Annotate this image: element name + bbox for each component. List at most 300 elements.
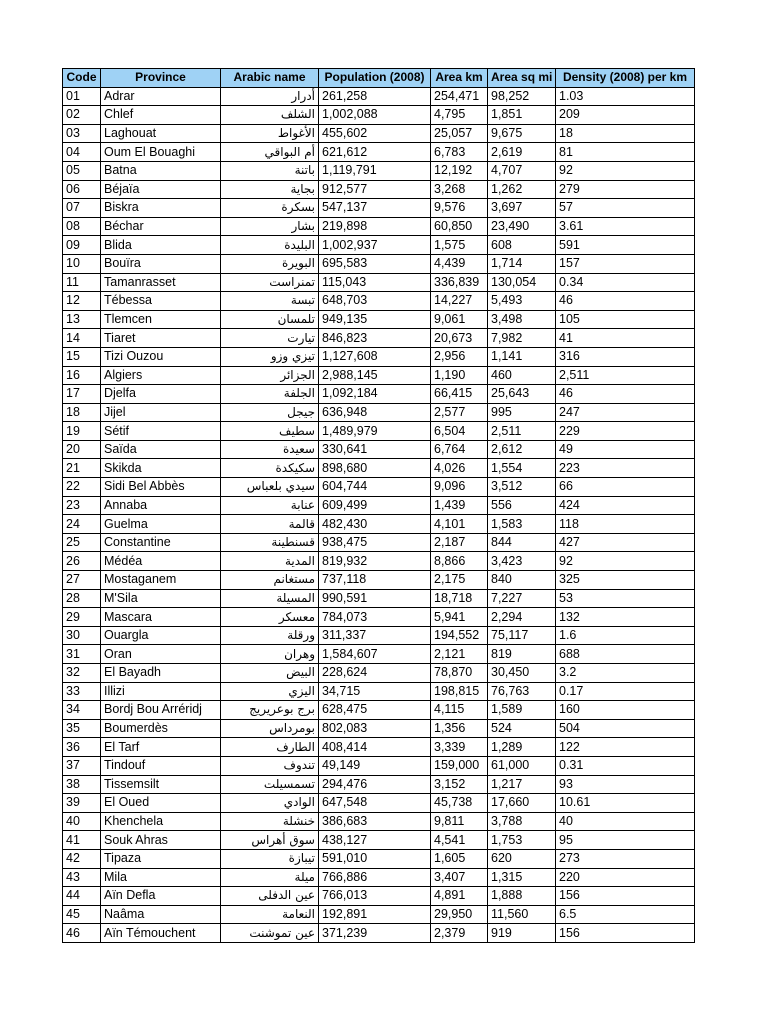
cell-population[interactable]: 115,043 [319,273,431,292]
cell-area-km[interactable]: 2,121 [431,645,488,664]
cell-code[interactable]: 09 [63,236,101,255]
cell-population[interactable]: 408,414 [319,738,431,757]
cell-population[interactable]: 438,127 [319,831,431,850]
cell-code[interactable]: 30 [63,626,101,645]
cell-arabic-name[interactable]: وهران [221,645,319,664]
cell-area-km[interactable]: 336,839 [431,273,488,292]
cell-arabic-name[interactable]: سعيدة [221,440,319,459]
cell-arabic-name[interactable]: عين تموشنت [221,924,319,943]
cell-density[interactable]: 427 [556,533,695,552]
cell-province[interactable]: Djelfa [101,385,221,404]
cell-code[interactable]: 43 [63,868,101,887]
cell-population[interactable]: 49,149 [319,756,431,775]
cell-province[interactable]: Khenchela [101,812,221,831]
cell-area-km[interactable]: 2,956 [431,347,488,366]
cell-population[interactable]: 371,239 [319,924,431,943]
cell-province[interactable]: Ouargla [101,626,221,645]
cell-population[interactable]: 737,118 [319,571,431,590]
cell-code[interactable]: 34 [63,701,101,720]
cell-arabic-name[interactable]: تبسة [221,292,319,311]
cell-code[interactable]: 46 [63,924,101,943]
cell-arabic-name[interactable]: سوق أهراس [221,831,319,850]
cell-area-km[interactable]: 1,575 [431,236,488,255]
cell-area-km[interactable]: 4,115 [431,701,488,720]
cell-area-sq-mi[interactable]: 1,554 [488,459,556,478]
cell-density[interactable]: 688 [556,645,695,664]
cell-arabic-name[interactable]: الشلف [221,106,319,125]
cell-area-sq-mi[interactable]: 1,262 [488,180,556,199]
cell-area-sq-mi[interactable]: 3,498 [488,310,556,329]
cell-area-km[interactable]: 1,190 [431,366,488,385]
cell-area-sq-mi[interactable]: 98,252 [488,87,556,106]
cell-arabic-name[interactable]: أدرار [221,87,319,106]
cell-code[interactable]: 06 [63,180,101,199]
cell-arabic-name[interactable]: بشار [221,217,319,236]
cell-population[interactable]: 802,083 [319,719,431,738]
cell-density[interactable]: 46 [556,292,695,311]
cell-code[interactable]: 20 [63,440,101,459]
cell-code[interactable]: 23 [63,496,101,515]
cell-area-sq-mi[interactable]: 9,675 [488,124,556,143]
cell-province[interactable]: Tindouf [101,756,221,775]
cell-population[interactable]: 1,489,979 [319,422,431,441]
cell-area-sq-mi[interactable]: 7,227 [488,589,556,608]
cell-area-km[interactable]: 66,415 [431,385,488,404]
cell-province[interactable]: Illizi [101,682,221,701]
cell-area-sq-mi[interactable]: 3,697 [488,199,556,218]
cell-area-sq-mi[interactable]: 620 [488,849,556,868]
cell-province[interactable]: Mila [101,868,221,887]
cell-density[interactable]: 273 [556,849,695,868]
cell-province[interactable]: Guelma [101,515,221,534]
cell-code[interactable]: 45 [63,905,101,924]
cell-population[interactable]: 1,002,937 [319,236,431,255]
cell-province[interactable]: Constantine [101,533,221,552]
cell-area-km[interactable]: 2,379 [431,924,488,943]
cell-arabic-name[interactable]: مستغانم [221,571,319,590]
cell-province[interactable]: Aïn Témouchent [101,924,221,943]
cell-density[interactable]: 223 [556,459,695,478]
cell-area-km[interactable]: 1,356 [431,719,488,738]
cell-area-sq-mi[interactable]: 1,141 [488,347,556,366]
cell-area-km[interactable]: 18,718 [431,589,488,608]
cell-population[interactable]: 1,127,608 [319,347,431,366]
cell-area-km[interactable]: 4,026 [431,459,488,478]
cell-density[interactable]: 6.5 [556,905,695,924]
cell-arabic-name[interactable]: تيبازة [221,849,319,868]
cell-code[interactable]: 13 [63,310,101,329]
cell-code[interactable]: 24 [63,515,101,534]
cell-arabic-name[interactable]: برج بوعريريج [221,701,319,720]
cell-arabic-name[interactable]: بجاية [221,180,319,199]
cell-area-km[interactable]: 20,673 [431,329,488,348]
cell-arabic-name[interactable]: الأغواط [221,124,319,143]
cell-population[interactable]: 219,898 [319,217,431,236]
cell-province[interactable]: Tipaza [101,849,221,868]
cell-code[interactable]: 39 [63,794,101,813]
cell-area-sq-mi[interactable]: 1,589 [488,701,556,720]
cell-province[interactable]: Blida [101,236,221,255]
cell-area-sq-mi[interactable]: 75,117 [488,626,556,645]
cell-density[interactable]: 93 [556,775,695,794]
cell-arabic-name[interactable]: تمنراست [221,273,319,292]
cell-area-km[interactable]: 1,605 [431,849,488,868]
cell-arabic-name[interactable]: الوادي [221,794,319,813]
cell-area-sq-mi[interactable]: 1,315 [488,868,556,887]
cell-density[interactable]: 209 [556,106,695,125]
cell-population[interactable]: 1,119,791 [319,161,431,180]
cell-population[interactable]: 766,886 [319,868,431,887]
cell-arabic-name[interactable]: سيدي بلعباس [221,478,319,497]
cell-density[interactable]: 57 [556,199,695,218]
cell-area-km[interactable]: 254,471 [431,87,488,106]
cell-area-km[interactable]: 6,504 [431,422,488,441]
cell-province[interactable]: Mostaganem [101,571,221,590]
cell-arabic-name[interactable]: بومرداس [221,719,319,738]
cell-province[interactable]: Tiaret [101,329,221,348]
cell-population[interactable]: 647,548 [319,794,431,813]
cell-province[interactable]: Algiers [101,366,221,385]
cell-population[interactable]: 695,583 [319,254,431,273]
cell-province[interactable]: Chlef [101,106,221,125]
cell-area-sq-mi[interactable]: 919 [488,924,556,943]
cell-province[interactable]: Tlemcen [101,310,221,329]
cell-arabic-name[interactable]: البليدة [221,236,319,255]
cell-arabic-name[interactable]: الطارف [221,738,319,757]
cell-code[interactable]: 11 [63,273,101,292]
cell-area-km[interactable]: 6,783 [431,143,488,162]
cell-code[interactable]: 28 [63,589,101,608]
cell-area-km[interactable]: 1,439 [431,496,488,515]
cell-area-sq-mi[interactable]: 460 [488,366,556,385]
cell-area-km[interactable]: 5,941 [431,608,488,627]
cell-density[interactable]: 66 [556,478,695,497]
cell-density[interactable]: 49 [556,440,695,459]
cell-density[interactable]: 53 [556,589,695,608]
cell-province[interactable]: Adrar [101,87,221,106]
cell-province[interactable]: Tébessa [101,292,221,311]
cell-code[interactable]: 25 [63,533,101,552]
cell-population[interactable]: 990,591 [319,589,431,608]
cell-density[interactable]: 18 [556,124,695,143]
cell-province[interactable]: Skikda [101,459,221,478]
cell-arabic-name[interactable]: عين الدفلى [221,887,319,906]
cell-population[interactable]: 938,475 [319,533,431,552]
cell-area-km[interactable]: 12,192 [431,161,488,180]
cell-arabic-name[interactable]: بسكرة [221,199,319,218]
cell-area-sq-mi[interactable]: 819 [488,645,556,664]
cell-arabic-name[interactable]: تندوف [221,756,319,775]
cell-code[interactable]: 44 [63,887,101,906]
cell-province[interactable]: Tissemsilt [101,775,221,794]
cell-area-sq-mi[interactable]: 1,217 [488,775,556,794]
cell-area-sq-mi[interactable]: 2,619 [488,143,556,162]
cell-arabic-name[interactable]: قسنطينة [221,533,319,552]
cell-population[interactable]: 547,137 [319,199,431,218]
cell-area-sq-mi[interactable]: 844 [488,533,556,552]
cell-arabic-name[interactable]: جيجل [221,403,319,422]
cell-province[interactable]: Oum El Bouaghi [101,143,221,162]
cell-province[interactable]: El Tarf [101,738,221,757]
cell-province[interactable]: Tizi Ouzou [101,347,221,366]
cell-density[interactable]: 46 [556,385,695,404]
cell-code[interactable]: 42 [63,849,101,868]
cell-code[interactable]: 07 [63,199,101,218]
cell-population[interactable]: 636,948 [319,403,431,422]
cell-province[interactable]: Naâma [101,905,221,924]
cell-area-km[interactable]: 25,057 [431,124,488,143]
cell-density[interactable]: 325 [556,571,695,590]
cell-code[interactable]: 03 [63,124,101,143]
cell-area-km[interactable]: 8,866 [431,552,488,571]
cell-density[interactable]: 95 [556,831,695,850]
cell-area-km[interactable]: 78,870 [431,664,488,683]
cell-arabic-name[interactable]: سكيكدة [221,459,319,478]
cell-area-sq-mi[interactable]: 1,851 [488,106,556,125]
cell-arabic-name[interactable]: خنشلة [221,812,319,831]
cell-population[interactable]: 912,577 [319,180,431,199]
cell-province[interactable]: Sétif [101,422,221,441]
cell-population[interactable]: 294,476 [319,775,431,794]
cell-density[interactable]: 220 [556,868,695,887]
cell-population[interactable]: 819,932 [319,552,431,571]
cell-arabic-name[interactable]: تيارت [221,329,319,348]
cell-density[interactable]: 1.6 [556,626,695,645]
cell-population[interactable]: 628,475 [319,701,431,720]
cell-code[interactable]: 33 [63,682,101,701]
cell-code[interactable]: 14 [63,329,101,348]
cell-area-sq-mi[interactable]: 1,888 [488,887,556,906]
cell-area-sq-mi[interactable]: 30,450 [488,664,556,683]
cell-province[interactable]: Oran [101,645,221,664]
cell-area-sq-mi[interactable]: 5,493 [488,292,556,311]
cell-area-sq-mi[interactable]: 3,423 [488,552,556,571]
cell-code[interactable]: 21 [63,459,101,478]
cell-area-sq-mi[interactable]: 7,982 [488,329,556,348]
cell-density[interactable]: 160 [556,701,695,720]
cell-density[interactable]: 316 [556,347,695,366]
cell-area-sq-mi[interactable]: 4,707 [488,161,556,180]
cell-area-km[interactable]: 60,850 [431,217,488,236]
cell-area-sq-mi[interactable]: 61,000 [488,756,556,775]
cell-area-km[interactable]: 4,891 [431,887,488,906]
cell-density[interactable]: 92 [556,552,695,571]
cell-area-sq-mi[interactable]: 23,490 [488,217,556,236]
cell-area-km[interactable]: 9,576 [431,199,488,218]
cell-province[interactable]: Souk Ahras [101,831,221,850]
cell-area-sq-mi[interactable]: 556 [488,496,556,515]
cell-arabic-name[interactable]: باتنة [221,161,319,180]
cell-density[interactable]: 3.2 [556,664,695,683]
cell-code[interactable]: 41 [63,831,101,850]
cell-area-sq-mi[interactable]: 1,289 [488,738,556,757]
cell-code[interactable]: 37 [63,756,101,775]
cell-code[interactable]: 15 [63,347,101,366]
cell-area-km[interactable]: 45,738 [431,794,488,813]
cell-density[interactable]: 10.61 [556,794,695,813]
cell-province[interactable]: Béchar [101,217,221,236]
cell-population[interactable]: 1,092,184 [319,385,431,404]
header-arabic-name[interactable]: Arabic name [221,69,319,88]
cell-code[interactable]: 01 [63,87,101,106]
cell-code[interactable]: 08 [63,217,101,236]
cell-code[interactable]: 29 [63,608,101,627]
cell-density[interactable]: 424 [556,496,695,515]
cell-population[interactable]: 1,584,607 [319,645,431,664]
header-area-sq-mi[interactable]: Area sq mi [488,69,556,88]
cell-province[interactable]: Tamanrasset [101,273,221,292]
cell-area-sq-mi[interactable]: 25,643 [488,385,556,404]
cell-province[interactable]: Aïn Defla [101,887,221,906]
cell-arabic-name[interactable]: ورقلة [221,626,319,645]
cell-area-km[interactable]: 2,577 [431,403,488,422]
cell-density[interactable]: 156 [556,887,695,906]
cell-arabic-name[interactable]: قالمة [221,515,319,534]
cell-population[interactable]: 455,602 [319,124,431,143]
cell-code[interactable]: 22 [63,478,101,497]
cell-density[interactable]: 279 [556,180,695,199]
cell-arabic-name[interactable]: المدية [221,552,319,571]
cell-province[interactable]: Mascara [101,608,221,627]
cell-code[interactable]: 19 [63,422,101,441]
cell-code[interactable]: 36 [63,738,101,757]
cell-population[interactable]: 311,337 [319,626,431,645]
cell-code[interactable]: 05 [63,161,101,180]
cell-province[interactable]: Batna [101,161,221,180]
cell-population[interactable]: 330,641 [319,440,431,459]
cell-province[interactable]: Annaba [101,496,221,515]
cell-province[interactable]: El Oued [101,794,221,813]
header-density[interactable]: Density (2008) per km [556,69,695,88]
cell-population[interactable]: 482,430 [319,515,431,534]
header-province[interactable]: Province [101,69,221,88]
cell-area-km[interactable]: 9,811 [431,812,488,831]
cell-area-sq-mi[interactable]: 2,612 [488,440,556,459]
cell-area-sq-mi[interactable]: 2,294 [488,608,556,627]
cell-population[interactable]: 846,823 [319,329,431,348]
cell-arabic-name[interactable]: تلمسان [221,310,319,329]
cell-code[interactable]: 17 [63,385,101,404]
cell-density[interactable]: 132 [556,608,695,627]
cell-arabic-name[interactable]: البويرة [221,254,319,273]
cell-density[interactable]: 0.17 [556,682,695,701]
cell-density[interactable]: 81 [556,143,695,162]
cell-arabic-name[interactable]: الجزائر [221,366,319,385]
cell-arabic-name[interactable]: البيض [221,664,319,683]
cell-density[interactable]: 40 [556,812,695,831]
cell-area-sq-mi[interactable]: 130,054 [488,273,556,292]
cell-arabic-name[interactable]: النعامة [221,905,319,924]
cell-density[interactable]: 229 [556,422,695,441]
cell-density[interactable]: 0.34 [556,273,695,292]
cell-area-km[interactable]: 9,061 [431,310,488,329]
cell-code[interactable]: 32 [63,664,101,683]
header-area-km[interactable]: Area km [431,69,488,88]
cell-area-km[interactable]: 14,227 [431,292,488,311]
cell-density[interactable]: 118 [556,515,695,534]
cell-population[interactable]: 2,988,145 [319,366,431,385]
cell-code[interactable]: 40 [63,812,101,831]
cell-code[interactable]: 18 [63,403,101,422]
cell-population[interactable]: 648,703 [319,292,431,311]
cell-province[interactable]: Saïda [101,440,221,459]
cell-density[interactable]: 122 [556,738,695,757]
cell-area-sq-mi[interactable]: 2,511 [488,422,556,441]
cell-arabic-name[interactable]: أم البواقي [221,143,319,162]
cell-population[interactable]: 261,258 [319,87,431,106]
cell-area-km[interactable]: 4,101 [431,515,488,534]
cell-province[interactable]: El Bayadh [101,664,221,683]
cell-density[interactable]: 247 [556,403,695,422]
cell-arabic-name[interactable]: تيزي وزو [221,347,319,366]
header-population[interactable]: Population (2008) [319,69,431,88]
cell-province[interactable]: M'Sila [101,589,221,608]
cell-code[interactable]: 27 [63,571,101,590]
cell-density[interactable]: 105 [556,310,695,329]
cell-population[interactable]: 609,499 [319,496,431,515]
cell-province[interactable]: Sidi Bel Abbès [101,478,221,497]
cell-population[interactable]: 228,624 [319,664,431,683]
cell-area-sq-mi[interactable]: 11,560 [488,905,556,924]
cell-area-km[interactable]: 29,950 [431,905,488,924]
cell-code[interactable]: 26 [63,552,101,571]
cell-arabic-name[interactable]: سطيف [221,422,319,441]
cell-code[interactable]: 10 [63,254,101,273]
cell-area-sq-mi[interactable]: 524 [488,719,556,738]
cell-population[interactable]: 1,002,088 [319,106,431,125]
cell-area-sq-mi[interactable]: 3,512 [488,478,556,497]
cell-code[interactable]: 12 [63,292,101,311]
cell-population[interactable]: 591,010 [319,849,431,868]
cell-population[interactable]: 192,891 [319,905,431,924]
cell-arabic-name[interactable]: عنابة [221,496,319,515]
cell-density[interactable]: 157 [556,254,695,273]
cell-density[interactable]: 591 [556,236,695,255]
cell-density[interactable]: 3.61 [556,217,695,236]
cell-arabic-name[interactable]: تسمسيلت [221,775,319,794]
cell-population[interactable]: 784,073 [319,608,431,627]
cell-area-km[interactable]: 3,152 [431,775,488,794]
cell-area-sq-mi[interactable]: 1,583 [488,515,556,534]
cell-code[interactable]: 35 [63,719,101,738]
cell-area-sq-mi[interactable]: 76,763 [488,682,556,701]
cell-population[interactable]: 898,680 [319,459,431,478]
cell-arabic-name[interactable]: الجلفة [221,385,319,404]
cell-area-sq-mi[interactable]: 3,788 [488,812,556,831]
cell-area-km[interactable]: 2,175 [431,571,488,590]
cell-arabic-name[interactable]: ميلة [221,868,319,887]
cell-area-km[interactable]: 194,552 [431,626,488,645]
cell-population[interactable]: 621,612 [319,143,431,162]
cell-area-km[interactable]: 4,795 [431,106,488,125]
cell-province[interactable]: Bouïra [101,254,221,273]
cell-density[interactable]: 92 [556,161,695,180]
cell-province[interactable]: Boumerdès [101,719,221,738]
cell-area-km[interactable]: 3,407 [431,868,488,887]
cell-population[interactable]: 34,715 [319,682,431,701]
cell-density[interactable]: 0.31 [556,756,695,775]
cell-area-km[interactable]: 4,541 [431,831,488,850]
cell-density[interactable]: 2,511 [556,366,695,385]
cell-population[interactable]: 949,135 [319,310,431,329]
cell-area-sq-mi[interactable]: 995 [488,403,556,422]
cell-province[interactable]: Laghouat [101,124,221,143]
cell-area-sq-mi[interactable]: 1,753 [488,831,556,850]
cell-province[interactable]: Bordj Bou Arréridj [101,701,221,720]
cell-area-sq-mi[interactable]: 17,660 [488,794,556,813]
cell-arabic-name[interactable]: المسيلة [221,589,319,608]
cell-area-km[interactable]: 2,187 [431,533,488,552]
